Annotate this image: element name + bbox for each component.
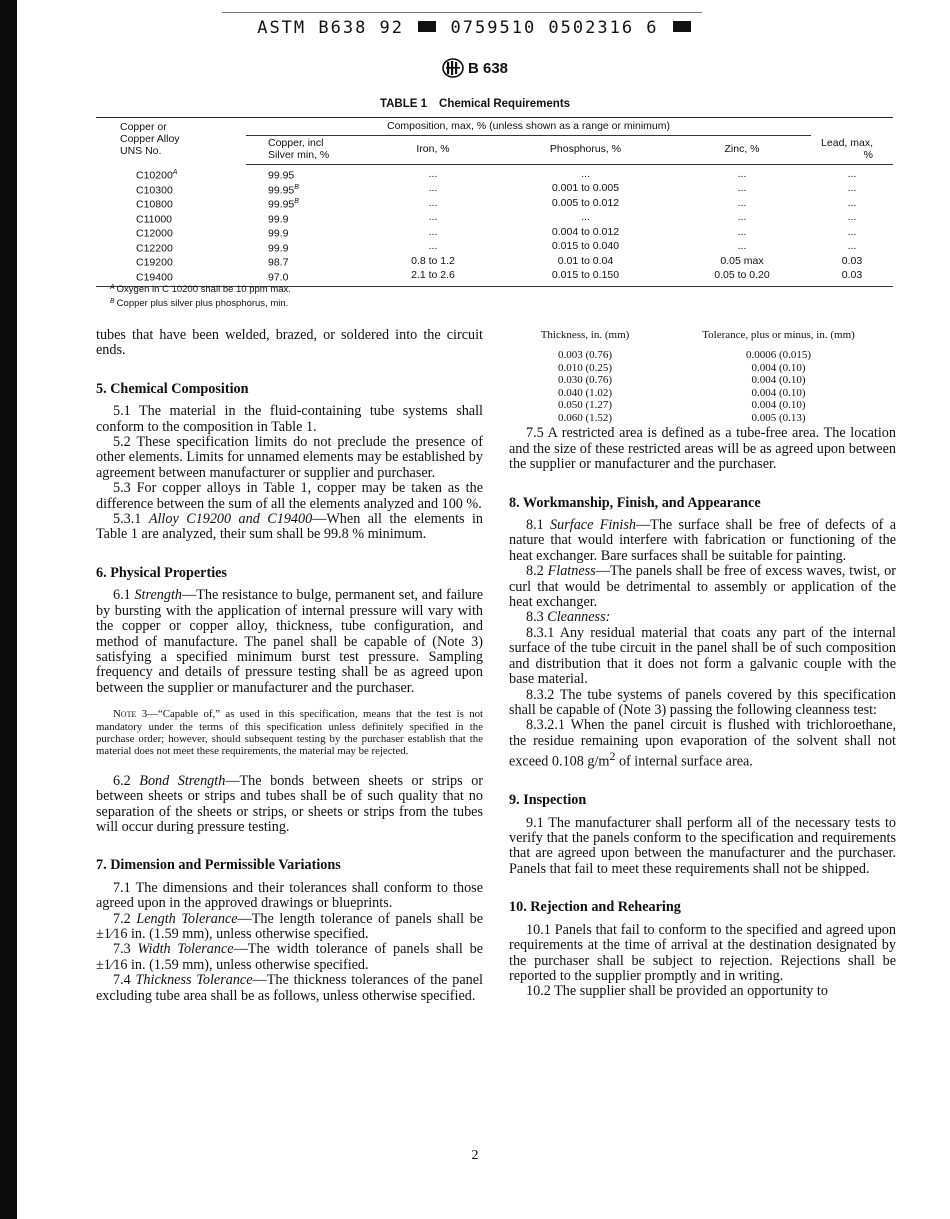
para-8-3-2-1: 8.3.2.1 When the panel circuit is flushed with trichloroethane, the residue remaining upon evaporation of the solvent shall not exceed 0.108 $g/m^2$ of internal surface area. <box>509 717 896 770</box>
para-6-2: 6.2 Bond Strength—The bonds between sheets or strips or between sheets or strips and tubes shall be of such quality that no separation of the sheets or strips, or sheets or strips from the tubes will occur during pressure testing. <box>96 772 484 835</box>
zinc-cell: ... <box>737 167 747 180</box>
iron-cell: ... <box>428 211 438 224</box>
phosphorus-cell: 0.004 to 0.012 <box>551 225 620 238</box>
table-row <box>509 399 896 412</box>
tolerance-cell: 0.004 (0.10) <box>751 386 806 399</box>
table-row <box>509 374 896 387</box>
thickness-cell: 0.003 (0.76) <box>557 349 613 362</box>
thickness-cell: 0.050 (1.27) <box>557 399 613 412</box>
alloy-cell: C19200 <box>136 256 173 269</box>
tolerance-cell: 0.004 (0.10) <box>751 361 806 374</box>
copper-cell: 97.0 <box>246 269 368 287</box>
page-number: 2 <box>471 1148 479 1163</box>
footnote-a: $^A$ Oxygen in C 10200 shall be 10 ppm max. <box>110 284 291 295</box>
para-8-3: 8.3 Cleanness: <box>526 609 611 626</box>
top-rule <box>222 12 702 13</box>
section-7-heading: 7. Dimension and Permissible Variations <box>96 857 341 874</box>
alloy-cell: C12200 <box>136 242 173 254</box>
astm-logo-icon <box>442 58 464 78</box>
table1-title <box>0 98 950 110</box>
para-7-2: 7.2 Length Tolerance—The length tolerance of panels shall be ±1⁄16 in. (1.59 mm), unless otherwise specified. <box>96 910 483 942</box>
section-5-heading: 5. Chemical Composition <box>96 380 249 397</box>
alloy-cell: C10800 <box>136 198 173 211</box>
alloy-cell: C19400 <box>96 269 246 287</box>
lead-cell: ... <box>847 196 857 209</box>
section-8-heading: 8. Workmanship, Finish, and Appearance <box>509 494 761 511</box>
tolerance-column-header: Tolerance, plus or minus, in. (mm) <box>702 329 855 341</box>
copper-cell: 99.95$^B$ <box>268 183 299 196</box>
zinc-cell: ... <box>737 182 747 195</box>
table-row <box>96 211 893 226</box>
table1-footnotes <box>110 282 291 310</box>
alloy-column-header: Copper or Copper Alloy UNS No. <box>96 118 246 165</box>
iron-cell: 0.8 to 1.2 <box>411 254 455 267</box>
alloy-cell: C12000 <box>136 227 173 240</box>
lead-column-header: Lead, max, % <box>811 136 893 165</box>
thickness-cell: 0.060 (1.52) <box>557 411 613 424</box>
table-row <box>509 349 896 362</box>
copper-cell: 98.7 <box>268 256 289 269</box>
copper-cell: 99.95 <box>268 169 295 182</box>
zinc-column-header: Zinc, % <box>673 136 811 165</box>
para-7-3: 7.3 Width Tolerance—The width tolerance of panels shall be ±1⁄16 in. (1.59 mm), unless otherwise specified. <box>96 941 483 973</box>
lead-cell: ... <box>847 211 857 224</box>
phosphorus-column-header: Phosphorus, % <box>498 136 673 165</box>
thickness-cell: 0.030 (0.76) <box>557 374 613 387</box>
zinc-cell: ... <box>737 240 747 253</box>
table-row <box>509 362 896 375</box>
table-row <box>96 225 893 240</box>
composition-header: Composition, max, % (unless shown as a range or minimum) <box>246 118 811 136</box>
tolerance-cell: 0.004 (0.10) <box>751 399 806 412</box>
section-9-heading: 9. Inspection <box>509 792 587 809</box>
zinc-cell: 0.05 max <box>720 254 764 267</box>
header-code-b: 0759510 0502316 6 <box>450 18 659 38</box>
lead-cell: 0.03 <box>811 269 893 287</box>
para-8-3-2: 8.3.2 The tube systems of panels covered by this specification shall be capable of (Note 3) passing the following cleanness test: <box>509 686 896 718</box>
tolerance-cell: 0.0006 (0.015) <box>745 349 812 362</box>
right-column <box>509 328 896 1000</box>
designation-row <box>0 58 950 78</box>
para-7-1: 7.1 The dimensions and their tolerances shall conform to those agreed upon in the approved drawings or blueprints. <box>96 879 483 912</box>
copper-cell: 99.95$^B$ <box>268 198 299 211</box>
lead-cell: 0.03 <box>841 254 863 267</box>
thickness-cell: 0.010 (0.25) <box>557 361 613 374</box>
header-block-mark-2 <box>673 21 691 32</box>
chemical-requirements-table <box>96 117 893 287</box>
phosphorus-cell: 0.005 to 0.012 <box>551 196 620 209</box>
iron-cell: ... <box>428 167 438 180</box>
tolerance-cell: 0.004 (0.10) <box>751 374 806 387</box>
iron-cell: ... <box>428 182 438 195</box>
iron-column-header: Iron, % <box>368 136 498 165</box>
iron-cell: ... <box>428 196 438 209</box>
lead-cell: ... <box>847 225 857 238</box>
para-8-3-1: 8.3.1 Any residual material that coats any part of the internal surface of the tube circuit in the panel shall be of such composition and distribution that it does not form a galvanic couple with the base material. <box>509 624 896 688</box>
para-5-3-1: 5.3.1 Alloy C19200 and C19400—When all the elements in Table 1 are analyzed, their sum shall be 99.8 % minimum. <box>96 511 483 543</box>
copper-column-header: Copper, incl Silver min, % <box>246 136 368 165</box>
note-3: Note 3—“Capable of,” as used in this specification, means that the test is not mandatory under the terms of this specification unless definitely specified in the purchase order; however, should subsequent testing by the purchaser establish that the material does not meet these requirements, the material may be rejected. <box>96 708 484 758</box>
table-row <box>509 387 896 400</box>
tolerance-cell: 0.005 (0.13) <box>751 411 806 424</box>
phosphorus-cell: 0.015 to 0.040 <box>551 240 620 253</box>
copper-cell: 99.9 <box>268 227 289 240</box>
alloy-cell: C11000 <box>136 213 173 225</box>
thickness-cell: 0.040 (1.02) <box>557 386 613 399</box>
lead-cell: ... <box>847 167 857 180</box>
lead-cell: ... <box>847 182 857 195</box>
zinc-cell: ... <box>737 225 747 238</box>
para-9-1: 9.1 The manufacturer shall perform all of the necessary tests to verify that the panels conform to the specification and requirements that are agreed upon between the manufacturer and the purchaser. Panels that fail to meet these requirements shall not be shipped. <box>509 814 896 877</box>
zinc-cell: ... <box>737 211 747 224</box>
table-row <box>96 165 893 182</box>
para-5-3: 5.3 For copper alloys in Table 1, copper may be taken as the difference between the sum of all the elements analyzed and 100 %. <box>96 480 483 512</box>
alloy-cell: C10200$^A$ <box>136 168 178 182</box>
phosphorus-cell: ... <box>581 167 590 180</box>
iron-cell: 2.1 to 2.6 <box>368 269 498 287</box>
para-7-4: 7.4 Thickness Tolerance—The thickness tolerances of the panel excluding tube area shall be as follows, unless otherwise specified. <box>96 972 483 1004</box>
table-row <box>509 412 896 425</box>
designation: B 638 <box>467 60 509 77</box>
lead-cell: ... <box>847 240 857 253</box>
iron-cell: ... <box>428 225 438 238</box>
para-5-1: 5.1 The material in the fluid-containing tube systems shall conform to the composition in Table 1. <box>96 403 483 435</box>
phosphorus-cell: 0.001 to 0.005 <box>551 182 620 195</box>
para-10-2: 10.2 The supplier shall be provided an opportunity to <box>526 983 828 1000</box>
table-row <box>96 240 893 255</box>
scan-edge-bar <box>0 0 17 1219</box>
para-7-5: 7.5 A restricted area is defined as a tube-free area. The location and the size of these restricted areas will be as agreed upon between the supplier or manufacturer and the purchaser. <box>509 425 896 473</box>
alloy-cell: C10300 <box>136 184 173 196</box>
zinc-cell: 0.05 to 0.20 <box>673 269 811 287</box>
continuation-paragraph: tubes that have been welded, brazed, or soldered into the circuit ends. <box>96 327 483 359</box>
thickness-tolerance-table <box>509 328 896 424</box>
para-8-2: 8.2 Flatness—The panels shall be free of excess waves, twist, or curl that would be detrimental to assembly or application of the heat exchanger. <box>509 563 897 611</box>
left-column <box>96 328 483 1004</box>
phosphorus-cell: 0.015 to 0.150 <box>498 269 673 287</box>
para-5-2: 5.2 These specification limits do not preclude the presence of other elements. Limits for unnamed elements may be established by agreement between manufacturer or supplier and purchaser. <box>96 434 483 481</box>
copper-cell: 99.9 <box>268 213 289 225</box>
section-6-heading: 6. Physical Properties <box>96 564 227 581</box>
phosphorus-cell: ... <box>581 211 590 224</box>
para-6-1: 6.1 Strength—The resistance to bulge, permanent set, and failure by bursting with the application of internal pressure will vary with the copper or copper alloy, thickness, tube configuration, and method of manufacture. The panel shall be capable of (Note 3) satisfying a specified minimum burst test pressure. Sampling frequency and details of pressure testing shall be as agreed upon between the supplier or manufacturer and the purchaser. <box>96 587 483 696</box>
table1-number: TABLE 1 <box>379 98 428 110</box>
header-code <box>0 18 950 38</box>
table-row <box>96 196 893 211</box>
table-row <box>96 254 893 269</box>
thickness-column-header: Thickness, in. (mm) <box>540 329 630 341</box>
header-code-a: ASTM B638 92 <box>257 18 405 38</box>
phosphorus-cell: 0.01 to 0.04 <box>557 254 614 267</box>
para-8-1: 8.1 Surface Finish—The surface shall be free of defects of a nature that would interfere with fabrication or functioning of the heat exchanger. Bare surfaces shall be suitable for painting. <box>509 517 896 564</box>
section-10-heading: 10. Rejection and Rehearing <box>509 899 681 916</box>
header-block-mark <box>418 21 436 32</box>
table1-caption: Chemical Requirements <box>439 98 571 110</box>
table-row <box>96 182 893 197</box>
zinc-cell: ... <box>737 196 747 209</box>
iron-cell: ... <box>428 240 438 253</box>
copper-cell: 99.9 <box>268 242 289 254</box>
para-10-1: 10.1 Panels that fail to conform to the specified and agreed upon requirements at the time of arrival at the destination designated by the purchaser shall be subject to rejection. Rejections shall be reported to the supplier promptly and in writing. <box>509 921 896 984</box>
footnote-b: $^B$ Copper plus silver plus phosphorus, min. <box>110 298 289 309</box>
